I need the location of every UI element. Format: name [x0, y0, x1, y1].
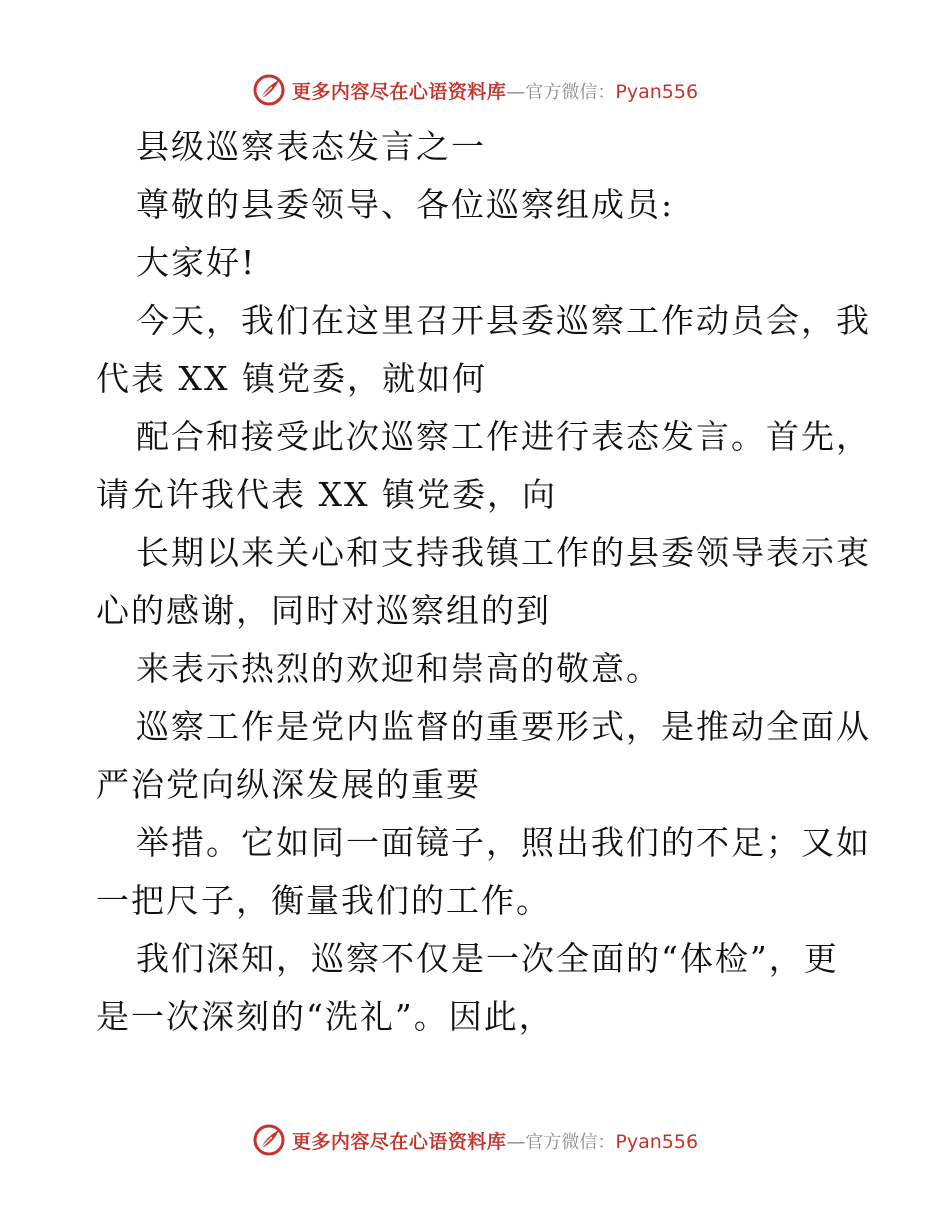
- header-wechat-id: Pyan556: [615, 80, 699, 103]
- paragraph-line: 心的感谢，同时对巡察组的到: [96, 591, 551, 630]
- quill-logo-icon: [252, 73, 286, 107]
- paragraph-line: 我们深知，巡察不仅是一次全面的“体检”，更: [136, 939, 839, 978]
- paragraph-4: [96, 640, 856, 698]
- paragraph-line: 巡察工作是党内监督的重要形式，是推动全面从: [136, 707, 871, 746]
- paragraph-7: [96, 930, 856, 1046]
- footer-wechat-id: Pyan556: [615, 1130, 699, 1153]
- footer-site-name: 更多内容尽在心语资料库: [291, 1130, 507, 1153]
- paragraph-5: [96, 698, 871, 814]
- paragraph-line: 举措。它如同一面镜子，照出我们的不足；又如: [136, 823, 871, 862]
- paragraph-line: 长期以来关心和支持我镇工作的县委领导表示衷: [136, 533, 871, 572]
- header-site-name: 更多内容尽在心语资料库: [291, 80, 507, 103]
- paragraph-line: 配合和接受此次巡察工作进行表态发言。首先，: [136, 417, 871, 456]
- header-separator: —: [506, 80, 526, 103]
- document-title: 县级巡察表态发言之一: [136, 127, 486, 166]
- paragraph-3: [96, 524, 871, 640]
- footer-banner-text: [292, 1127, 698, 1154]
- greeting: 大家好!: [136, 243, 257, 282]
- paragraph-line: 请允许我代表 XX 镇党委，向: [96, 475, 557, 514]
- paragraph-line: 一把尺子，衡量我们的工作。: [96, 881, 551, 920]
- paragraph-line: 严治党向纵深发展的重要: [96, 765, 481, 804]
- document-body: [96, 118, 871, 1046]
- salutation: 尊敬的县委领导、各位巡察组成员:: [136, 185, 675, 224]
- footer-wechat-label: 官方微信：: [525, 1131, 616, 1153]
- header-banner: [0, 70, 950, 110]
- quill-logo-icon: [252, 1123, 286, 1157]
- paragraph-1: [96, 292, 871, 408]
- paragraph-line: 今天，我们在这里召开县委巡察工作动员会，我: [136, 301, 871, 340]
- paragraph-2: [96, 408, 871, 524]
- footer-separator: —: [506, 1130, 526, 1153]
- paragraph-line: 来表示热烈的欢迎和崇高的敬意。: [136, 649, 661, 688]
- header-banner-text: [292, 77, 698, 104]
- paragraph-6: [96, 814, 871, 930]
- header-wechat-label: 官方微信：: [525, 81, 616, 103]
- paragraph-line: 代表 XX 镇党委，就如何: [96, 359, 487, 398]
- footer-banner: [0, 1120, 950, 1160]
- paragraph-line: 是一次深刻的“洗礼”。因此，: [96, 997, 554, 1036]
